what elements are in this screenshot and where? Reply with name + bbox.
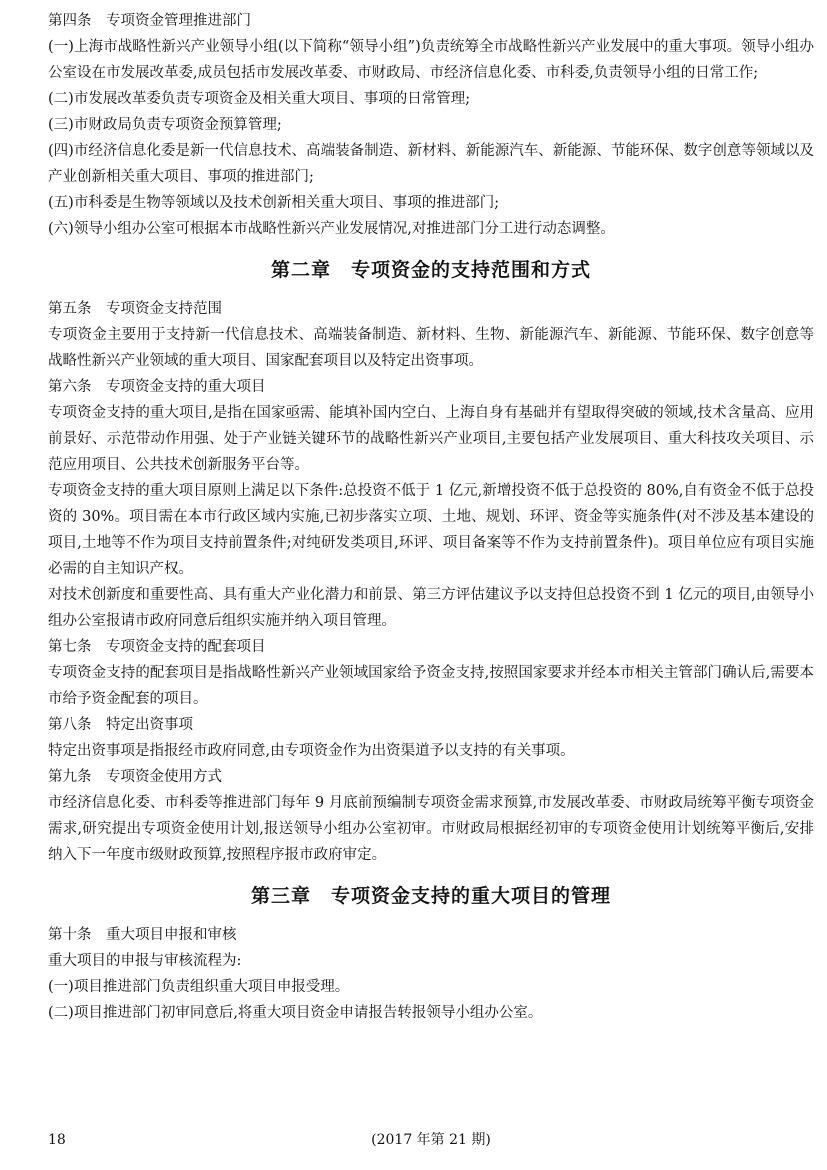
chapter-heading: 第二章 专项资金的支持范围和方式	[270, 259, 591, 281]
paragraph: (二)项目推进部门初审同意后,将重大项目资金申请报告转报领导小组办公室。	[48, 1005, 543, 1021]
paragraph: (三)市财政局负责专项资金预算管理;	[48, 117, 282, 133]
article-heading: 第六条 专项资金支持的重大项目	[48, 379, 266, 395]
paragraph: (一)项目推进部门负责组织重大项目申报受理。	[48, 979, 350, 995]
article-heading: 第五条 专项资金支持范围	[48, 301, 222, 317]
article-heading: 第七条 专项资金支持的配套项目	[48, 639, 266, 655]
document-body	[48, 8, 814, 1026]
page-number: 18	[48, 1132, 66, 1148]
paragraph: 市经济信息化委、市科委等推进部门每年 9 月底前预编制专项资金需求预算,市发展改革委、市财政局统筹平衡专项资金需求,研究提出专项资金使用计划,报送领导小组办公室初审。市财政局根据经初审的专项资金使用计划统筹平衡后,安排纳入下一年度市级财政预算,按照程序报市政府审定。	[48, 795, 814, 863]
article-heading: 第十条 重大项目申报和审核	[48, 927, 237, 943]
paragraph: 专项资金支持的配套项目是指战略性新兴产业领域国家给予资金支持,按照国家要求并经本市相关主管部门确认后,需要本市给予资金配套的项目。	[48, 665, 814, 707]
paragraph: (五)市科委是生物等领域以及技术创新相关重大项目、事项的推进部门;	[48, 195, 500, 211]
paragraph: 对技术创新度和重要性高、具有重大产业化潜力和前景、第三方评估建议予以支持但总投资不到 1 亿元的项目,由领导小组办公室报请市政府同意后组织实施并纳入项目管理。	[48, 587, 814, 629]
issue-label: (2017 年第 21 期)	[371, 1132, 491, 1148]
paragraph: 专项资金支持的重大项目原则上满足以下条件:总投资不低于 1 亿元,新增投资不低于总投资的 80%,自有资金不低于总投资的 30%。项目需在本市行政区域内实施,已初步落实立项、土地、规划、环评、资金等实施条件(对不涉及基本建设的项目,土地等不作为项目支持前置条件;对纯研发类项目,环评、项目备案等不作为支持前置条件)。项目单位应有项目实施必需的自主知识产权。	[48, 483, 814, 577]
chapter-heading: 第三章 专项资金支持的重大项目的管理	[250, 885, 611, 907]
paragraph: 专项资金支持的重大项目,是指在国家亟需、能填补国内空白、上海自身有基础并有望取得突破的领域,技术含量高、应用前景好、示范带动作用强、处于产业链关键环节的战略性新兴产业项目,主要包括产业发展项目、重大科技攻关项目、示范应用项目、公共技术创新服务平台等。	[48, 405, 814, 473]
article-heading: 第九条 专项资金使用方式	[48, 769, 222, 785]
paragraph: (四)市经济信息化委是新一代信息技术、高端装备制造、新材料、新能源汽车、新能源、节能环保、数字创意等领域以及产业创新相关重大项目、事项的推进部门;	[48, 143, 814, 185]
paragraph: 重大项目的申报与审核流程为:	[48, 953, 242, 969]
paragraph: 专项资金主要用于支持新一代信息技术、高端装备制造、新材料、生物、新能源汽车、新能源、节能环保、数字创意等战略性新兴产业领域的重大项目、国家配套项目以及特定出资事项。	[48, 327, 814, 369]
paragraph: 特定出资事项是指报经市政府同意,由专项资金作为出资渠道予以支持的有关事项。	[48, 743, 575, 759]
paragraph: (一)上海市战略性新兴产业领导小组(以下简称“领导小组”)负责统筹全市战略性新兴产业发展中的重大事项。领导小组办公室设在市发展改革委,成员包括市发展改革委、市财政局、市经济信息化委、市科委,负责领导小组的日常工作;	[48, 39, 814, 81]
paragraph: (六)领导小组办公室可根据本市战略性新兴产业发展情况,对推进部门分工进行动态调整。	[48, 221, 615, 237]
article-heading: 第四条 专项资金管理推进部门	[48, 13, 251, 29]
article-heading: 第八条 特定出资事项	[48, 717, 193, 733]
paragraph: (二)市发展改革委负责专项资金及相关重大项目、事项的日常管理;	[48, 91, 471, 107]
